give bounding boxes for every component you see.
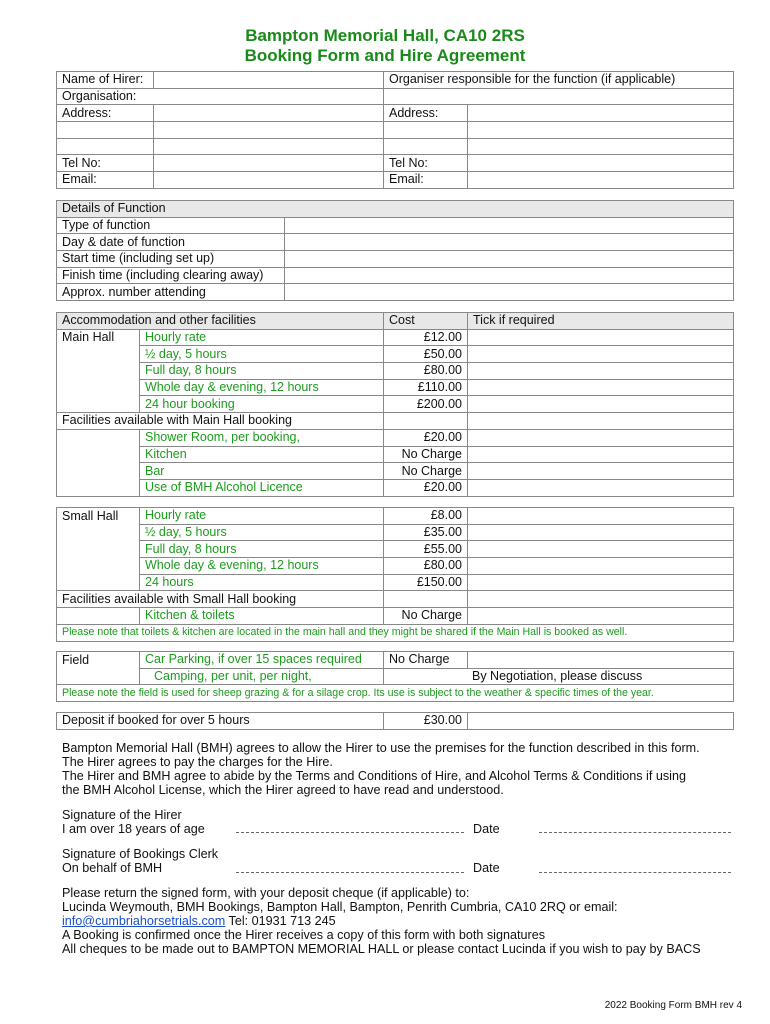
day-date-field[interactable] bbox=[285, 234, 734, 251]
facility-cost: No Charge bbox=[384, 608, 468, 625]
organiser-name-field[interactable] bbox=[384, 88, 734, 105]
rate-label: ½ day, 5 hours bbox=[140, 524, 384, 541]
return-line: Please return the signed form, with your deposit cheque (if applicable) to: bbox=[62, 886, 470, 900]
function-row-label: Type of function bbox=[57, 217, 285, 234]
clerk-signature-label: Signature of Bookings Clerk bbox=[62, 847, 219, 861]
rate-cost: £80.00 bbox=[384, 363, 468, 380]
rate-label: Full day, 8 hours bbox=[140, 363, 384, 380]
tick-box[interactable] bbox=[468, 463, 734, 480]
field-note: Please note the field is used for sheep grazing & for a silage crop. Its use is subject to the weather & specific times of the year. bbox=[57, 685, 734, 702]
hirer-signature-line[interactable] bbox=[236, 832, 464, 833]
function-heading: Details of Function bbox=[57, 201, 734, 218]
small-facilities-heading: Facilities available with Small Hall booking bbox=[57, 591, 384, 608]
main-facilities-heading: Facilities available with Main Hall booking bbox=[57, 413, 384, 430]
function-row-label: Start time (including set up) bbox=[57, 251, 285, 268]
clerk-date-line[interactable] bbox=[539, 872, 731, 873]
form-subtitle: Booking Form and Hire Agreement bbox=[244, 46, 526, 65]
email-label: Email: bbox=[57, 172, 154, 189]
tick-box[interactable] bbox=[468, 652, 734, 669]
facility-label: Shower Room, per booking, bbox=[140, 429, 384, 446]
facility-label: Kitchen bbox=[140, 446, 384, 463]
tel-field[interactable] bbox=[154, 155, 384, 172]
org-address-field-2[interactable] bbox=[468, 122, 734, 139]
type-of-function-field[interactable] bbox=[285, 217, 734, 234]
tick-box[interactable] bbox=[468, 329, 734, 346]
tick-box[interactable] bbox=[468, 346, 734, 363]
tick-box[interactable] bbox=[468, 524, 734, 541]
parking-label: Car Parking, if over 15 spaces required bbox=[140, 652, 384, 669]
tick-box[interactable] bbox=[468, 379, 734, 396]
tick-box[interactable] bbox=[468, 429, 734, 446]
camping-cost: By Negotiation, please discuss bbox=[384, 668, 734, 685]
organisation-label: Organisation: bbox=[57, 88, 154, 105]
organisation-field[interactable] bbox=[154, 88, 384, 105]
tick-box[interactable] bbox=[468, 558, 734, 575]
return-line: A Booking is confirmed once the Hirer receives a copy of this form with both signatures bbox=[62, 928, 545, 942]
function-row-label: Day & date of function bbox=[57, 234, 285, 251]
clerk-date-label: Date bbox=[473, 861, 500, 875]
address-field-2[interactable] bbox=[154, 122, 384, 139]
rate-cost: £8.00 bbox=[384, 508, 468, 525]
facility-cost: No Charge bbox=[384, 446, 468, 463]
number-attending-field[interactable] bbox=[285, 284, 734, 301]
tick-box[interactable] bbox=[468, 713, 734, 730]
facility-label: Kitchen & toilets bbox=[140, 608, 384, 625]
org-tel-field[interactable] bbox=[468, 155, 734, 172]
clerk-behalf-label: On behalf of BMH bbox=[62, 861, 163, 875]
org-address-field-1[interactable] bbox=[468, 105, 734, 122]
deposit-cost: £30.00 bbox=[384, 713, 468, 730]
tick-box[interactable] bbox=[468, 396, 734, 413]
organiser-label: Organiser responsible for the function (if applicable) bbox=[384, 72, 734, 89]
hirer-date-label: Date bbox=[473, 822, 500, 836]
facility-cost: £20.00 bbox=[384, 479, 468, 496]
function-row-label: Approx. number attending bbox=[57, 284, 285, 301]
tick-box[interactable] bbox=[468, 608, 734, 625]
cost-header: Cost bbox=[384, 313, 468, 330]
rate-label: Hourly rate bbox=[140, 508, 384, 525]
function-table bbox=[56, 200, 734, 301]
email-field[interactable] bbox=[154, 172, 384, 189]
rate-label: Whole day & evening, 12 hours bbox=[140, 379, 384, 396]
accommodation-heading: Accommodation and other facilities bbox=[57, 313, 384, 330]
rate-cost: £80.00 bbox=[384, 558, 468, 575]
name-of-hirer-label: Name of Hirer: bbox=[57, 72, 154, 89]
deposit-label: Deposit if booked for over 5 hours bbox=[57, 713, 384, 730]
field-table bbox=[56, 651, 734, 702]
rate-cost: £50.00 bbox=[384, 346, 468, 363]
rate-cost: £200.00 bbox=[384, 396, 468, 413]
tick-box[interactable] bbox=[468, 508, 734, 525]
small-hall-note: Please note that toilets & kitchen are located in the main hall and they might be shared if the Main Hall is booked as well. bbox=[57, 624, 734, 641]
finish-time-field[interactable] bbox=[285, 267, 734, 284]
hirer-age-label: I am over 18 years of age bbox=[62, 822, 205, 836]
footer-text: 2022 Booking Form BMH rev 4 bbox=[604, 1000, 742, 1011]
rate-label: Hourly rate bbox=[140, 329, 384, 346]
rate-label: Full day, 8 hours bbox=[140, 541, 384, 558]
tel-text: Tel: 01931 713 245 bbox=[225, 914, 336, 928]
rate-label: ½ day, 5 hours bbox=[140, 346, 384, 363]
facility-label: Use of BMH Alcohol Licence bbox=[140, 479, 384, 496]
form-title: Bampton Memorial Hall, CA10 2RS bbox=[245, 26, 525, 45]
return-line: All cheques to be made out to BAMPTON MEMORIAL HALL or please contact Lucinda if you wish to pay by BACS bbox=[62, 942, 701, 956]
small-hall-label: Small Hall bbox=[57, 508, 140, 525]
tick-box[interactable] bbox=[468, 363, 734, 380]
agreement-line: Bampton Memorial Hall (BMH) agrees to allow the Hirer to use the premises for the function described in this form. bbox=[62, 741, 700, 755]
tick-box[interactable] bbox=[468, 541, 734, 558]
address-field-3[interactable] bbox=[154, 138, 384, 155]
main-hall-label: Main Hall bbox=[57, 329, 140, 346]
agreement-line: The Hirer and BMH agree to abide by the Terms and Conditions of Hire, and Alcohol Terms & Conditions if using bbox=[62, 769, 686, 783]
email-link[interactable]: info@cumbriahorsetrials.com bbox=[62, 914, 226, 928]
org-email-label: Email: bbox=[384, 172, 468, 189]
rate-cost: £55.00 bbox=[384, 541, 468, 558]
rate-cost: £12.00 bbox=[384, 329, 468, 346]
facility-cost: £20.00 bbox=[384, 429, 468, 446]
org-tel-label: Tel No: bbox=[384, 155, 468, 172]
parking-cost: No Charge bbox=[384, 652, 468, 669]
clerk-signature-line[interactable] bbox=[236, 872, 464, 873]
main-hall-table bbox=[56, 312, 734, 497]
rate-label: Whole day & evening, 12 hours bbox=[140, 558, 384, 575]
agreement-line: The Hirer agrees to pay the charges for the Hire. bbox=[62, 755, 333, 769]
facility-label: Bar bbox=[140, 463, 384, 480]
rate-label: 24 hours bbox=[140, 574, 384, 591]
address-field-1[interactable] bbox=[154, 105, 384, 122]
contact-line bbox=[62, 914, 336, 928]
tick-header: Tick if required bbox=[468, 313, 734, 330]
rate-cost: £35.00 bbox=[384, 524, 468, 541]
tick-box[interactable] bbox=[468, 446, 734, 463]
rate-label: 24 hour booking bbox=[140, 396, 384, 413]
camping-label: Camping, per unit, per night, bbox=[140, 668, 384, 685]
tick-box[interactable] bbox=[468, 574, 734, 591]
hirer-table bbox=[56, 71, 734, 189]
small-hall-table bbox=[56, 507, 734, 642]
field-label: Field bbox=[57, 652, 140, 669]
hirer-date-line[interactable] bbox=[539, 832, 731, 833]
org-address-label: Address: bbox=[384, 105, 468, 122]
agreement-line: the BMH Alcohol License, which the Hirer agreed to have read and understood. bbox=[62, 783, 504, 797]
deposit-table bbox=[56, 712, 734, 730]
tick-box[interactable] bbox=[468, 479, 734, 496]
address-label: Address: bbox=[57, 105, 154, 122]
rate-cost: £110.00 bbox=[384, 379, 468, 396]
return-line: Lucinda Weymouth, BMH Bookings, Bampton Hall, Bampton, Penrith Cumbria, CA10 2RQ or email: bbox=[62, 900, 618, 914]
hirer-signature-label: Signature of the Hirer bbox=[62, 808, 182, 822]
start-time-field[interactable] bbox=[285, 251, 734, 268]
function-row-label: Finish time (including clearing away) bbox=[57, 267, 285, 284]
facility-cost: No Charge bbox=[384, 463, 468, 480]
tel-label: Tel No: bbox=[57, 155, 154, 172]
org-email-field[interactable] bbox=[468, 172, 734, 189]
org-address-field-3[interactable] bbox=[468, 138, 734, 155]
name-of-hirer-field[interactable] bbox=[154, 72, 384, 89]
rate-cost: £150.00 bbox=[384, 574, 468, 591]
